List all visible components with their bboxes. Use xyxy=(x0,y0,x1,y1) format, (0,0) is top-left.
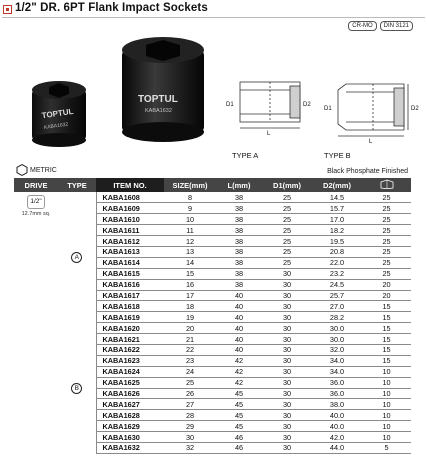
pack-qty-cell: 10 xyxy=(362,366,411,377)
d1-cell: 30 xyxy=(262,312,312,323)
d1-cell: 30 xyxy=(262,334,312,345)
size-cell: 28 xyxy=(164,410,216,421)
d1-cell: 25 xyxy=(262,214,312,225)
d2-cell: 34.0 xyxy=(312,355,362,366)
col-d2: D2(mm) xyxy=(312,178,362,192)
size-cell: 17 xyxy=(164,290,216,301)
pack-qty-cell: 10 xyxy=(362,377,411,388)
table-header-row xyxy=(14,178,411,192)
item-no-cell: KABA1627 xyxy=(96,399,164,410)
large-socket-brand: TOPTUL xyxy=(138,94,178,105)
large-socket-code: KABA1632 xyxy=(145,108,172,114)
d1-cell: 25 xyxy=(262,257,312,268)
drive-size-sub: 12.7mm sq. xyxy=(21,211,51,217)
type-b-cell xyxy=(58,323,96,454)
item-no-cell: KABA1611 xyxy=(96,225,164,236)
pack-qty-cell: 15 xyxy=(362,355,411,366)
d2-cell: 40.0 xyxy=(312,410,362,421)
type-a-marker: A xyxy=(71,252,82,263)
pack-qty-cell: 10 xyxy=(362,410,411,421)
type-b-label: TYPE B xyxy=(324,151,351,160)
label-d2-b: D2 xyxy=(411,106,419,112)
d2-cell: 28.2 xyxy=(312,312,362,323)
size-cell: 23 xyxy=(164,355,216,366)
length-cell: 45 xyxy=(216,410,262,421)
d1-cell: 25 xyxy=(262,192,312,203)
col-d1: D1(mm) xyxy=(262,178,312,192)
table-row xyxy=(14,192,411,203)
item-no-cell: KABA1628 xyxy=(96,410,164,421)
d1-cell: 30 xyxy=(262,355,312,366)
d2-cell: 25.7 xyxy=(312,290,362,301)
package-icon xyxy=(380,179,394,189)
item-no-cell: KABA1624 xyxy=(96,366,164,377)
col-size: SIZE(mm) xyxy=(164,178,216,192)
pack-qty-cell: 5 xyxy=(362,442,411,453)
length-cell: 45 xyxy=(216,388,262,399)
size-cell: 14 xyxy=(164,257,216,268)
size-cell: 30 xyxy=(164,432,216,443)
size-cell: 32 xyxy=(164,442,216,453)
size-cell: 19 xyxy=(164,312,216,323)
length-cell: 42 xyxy=(216,366,262,377)
size-cell: 25 xyxy=(164,377,216,388)
size-cell: 15 xyxy=(164,268,216,279)
d2-cell: 19.5 xyxy=(312,236,362,247)
length-cell: 40 xyxy=(216,301,262,312)
col-type: TYPE xyxy=(58,178,96,192)
length-cell: 38 xyxy=(216,279,262,290)
label-d1-b: D1 xyxy=(324,106,332,112)
badge-din: DIN 3121 xyxy=(380,21,413,31)
label-l-a: L xyxy=(267,131,271,137)
length-cell: 40 xyxy=(216,334,262,345)
d1-cell: 30 xyxy=(262,268,312,279)
size-cell: 11 xyxy=(164,225,216,236)
drive-size-badge: 1/2" xyxy=(27,195,45,209)
length-cell: 38 xyxy=(216,257,262,268)
d2-cell: 32.0 xyxy=(312,344,362,355)
d1-cell: 30 xyxy=(262,388,312,399)
d2-cell: 14.5 xyxy=(312,192,362,203)
d2-cell: 36.0 xyxy=(312,377,362,388)
pack-qty-cell: 10 xyxy=(362,432,411,443)
item-no-cell: KABA1610 xyxy=(96,214,164,225)
item-no-cell: KABA1615 xyxy=(96,268,164,279)
pack-qty-cell: 25 xyxy=(362,257,411,268)
size-cell: 21 xyxy=(164,334,216,345)
pack-qty-cell: 25 xyxy=(362,236,411,247)
label-d2-a: D2 xyxy=(303,102,311,108)
item-no-cell: KABA1629 xyxy=(96,421,164,432)
d1-cell: 30 xyxy=(262,421,312,432)
type-a-label: TYPE A xyxy=(232,151,259,160)
d1-cell: 25 xyxy=(262,225,312,236)
length-cell: 38 xyxy=(216,236,262,247)
length-cell: 40 xyxy=(216,312,262,323)
d1-cell: 25 xyxy=(262,203,312,214)
length-cell: 38 xyxy=(216,268,262,279)
label-l-b: L xyxy=(369,139,373,145)
item-no-cell: KABA1630 xyxy=(96,432,164,443)
d2-cell: 40.0 xyxy=(312,421,362,432)
d2-cell: 15.7 xyxy=(312,203,362,214)
length-cell: 46 xyxy=(216,442,262,453)
bullet-square-icon xyxy=(3,5,12,14)
length-cell: 40 xyxy=(216,323,262,334)
size-cell: 24 xyxy=(164,366,216,377)
item-no-cell: KABA1625 xyxy=(96,377,164,388)
pack-qty-cell: 25 xyxy=(362,214,411,225)
col-length: L(mm) xyxy=(216,178,262,192)
item-no-cell: KABA1617 xyxy=(96,290,164,301)
d2-cell: 38.0 xyxy=(312,399,362,410)
d2-cell: 34.0 xyxy=(312,366,362,377)
item-no-cell: KABA1619 xyxy=(96,312,164,323)
size-cell: 27 xyxy=(164,399,216,410)
d2-cell: 20.8 xyxy=(312,246,362,257)
d1-cell: 30 xyxy=(262,442,312,453)
d1-cell: 30 xyxy=(262,344,312,355)
header-divider xyxy=(2,17,425,18)
pack-qty-cell: 15 xyxy=(362,301,411,312)
badge-crmo: CR-MO xyxy=(348,21,376,31)
d1-cell: 25 xyxy=(262,246,312,257)
spec-badges xyxy=(348,21,413,31)
pack-qty-cell: 10 xyxy=(362,388,411,399)
item-no-cell: KABA1623 xyxy=(96,355,164,366)
d1-cell: 30 xyxy=(262,301,312,312)
length-cell: 45 xyxy=(216,399,262,410)
table-row xyxy=(14,323,411,334)
item-no-cell: KABA1614 xyxy=(96,257,164,268)
d1-cell: 30 xyxy=(262,279,312,290)
pack-qty-cell: 15 xyxy=(362,312,411,323)
technical-drawing xyxy=(218,72,423,162)
drive-cell xyxy=(14,192,58,453)
col-item-no: ITEM NO. xyxy=(96,178,164,192)
length-cell: 38 xyxy=(216,214,262,225)
d1-cell: 25 xyxy=(262,236,312,247)
hexagon-icon xyxy=(16,164,28,176)
length-cell: 40 xyxy=(216,344,262,355)
small-socket-brand: TOPTUL xyxy=(41,106,74,121)
pack-qty-cell: 15 xyxy=(362,323,411,334)
d1-cell: 30 xyxy=(262,366,312,377)
size-cell: 22 xyxy=(164,344,216,355)
d1-cell: 30 xyxy=(262,377,312,388)
length-cell: 45 xyxy=(216,421,262,432)
size-cell: 12 xyxy=(164,236,216,247)
item-no-cell: KABA1632 xyxy=(96,442,164,453)
d2-cell: 44.0 xyxy=(312,442,362,453)
length-cell: 38 xyxy=(216,203,262,214)
pack-qty-cell: 25 xyxy=(362,268,411,279)
col-pack-qty xyxy=(362,178,411,192)
item-no-cell: KABA1609 xyxy=(96,203,164,214)
length-cell: 42 xyxy=(216,355,262,366)
col-drive: DRIVE xyxy=(14,178,58,192)
metric-bar xyxy=(16,164,412,176)
d2-cell: 30.0 xyxy=(312,334,362,345)
label-d1-a: D1 xyxy=(226,102,234,108)
large-socket xyxy=(122,37,204,142)
item-no-cell: KABA1613 xyxy=(96,246,164,257)
small-socket-code: KABA1632 xyxy=(43,121,69,131)
page-title: 1/2" DR. 6PT Flank Impact Sockets xyxy=(15,2,208,14)
pack-qty-cell: 25 xyxy=(362,225,411,236)
d2-cell: 22.0 xyxy=(312,257,362,268)
item-no-cell: KABA1616 xyxy=(96,279,164,290)
item-no-cell: KABA1608 xyxy=(96,192,164,203)
type-a-cell xyxy=(58,192,96,323)
item-no-cell: KABA1620 xyxy=(96,323,164,334)
d1-cell: 30 xyxy=(262,399,312,410)
item-no-cell: KABA1618 xyxy=(96,301,164,312)
pack-qty-cell: 25 xyxy=(362,246,411,257)
length-cell: 42 xyxy=(216,377,262,388)
d2-cell: 30.0 xyxy=(312,323,362,334)
size-cell: 8 xyxy=(164,192,216,203)
pack-qty-cell: 20 xyxy=(362,279,411,290)
pack-qty-cell: 25 xyxy=(362,203,411,214)
size-cell: 18 xyxy=(164,301,216,312)
pack-qty-cell: 15 xyxy=(362,344,411,355)
d2-cell: 23.2 xyxy=(312,268,362,279)
pack-qty-cell: 15 xyxy=(362,334,411,345)
d1-cell: 30 xyxy=(262,410,312,421)
type-b-marker: B xyxy=(71,383,82,394)
size-cell: 13 xyxy=(164,246,216,257)
length-cell: 46 xyxy=(216,432,262,443)
metric-label: METRIC xyxy=(30,167,57,174)
size-cell: 16 xyxy=(164,279,216,290)
d1-cell: 30 xyxy=(262,290,312,301)
d2-cell: 36.0 xyxy=(312,388,362,399)
d2-cell: 17.0 xyxy=(312,214,362,225)
page-header xyxy=(2,2,425,18)
item-no-cell: KABA1626 xyxy=(96,388,164,399)
length-cell: 38 xyxy=(216,192,262,203)
item-no-cell: KABA1612 xyxy=(96,236,164,247)
pack-qty-cell: 10 xyxy=(362,421,411,432)
spec-table xyxy=(14,178,411,454)
d1-cell: 30 xyxy=(262,432,312,443)
length-cell: 38 xyxy=(216,246,262,257)
finish-label: Black Phosphate Finished xyxy=(327,168,408,175)
small-socket xyxy=(32,81,86,147)
item-no-cell: KABA1622 xyxy=(96,344,164,355)
length-cell: 40 xyxy=(216,290,262,301)
d2-cell: 24.5 xyxy=(312,279,362,290)
d2-cell: 18.2 xyxy=(312,225,362,236)
length-cell: 38 xyxy=(216,225,262,236)
size-cell: 20 xyxy=(164,323,216,334)
size-cell: 9 xyxy=(164,203,216,214)
item-no-cell: KABA1621 xyxy=(96,334,164,345)
table-body xyxy=(14,192,411,453)
size-cell: 10 xyxy=(164,214,216,225)
pack-qty-cell: 25 xyxy=(362,192,411,203)
size-cell: 26 xyxy=(164,388,216,399)
d2-cell: 42.0 xyxy=(312,432,362,443)
d1-cell: 30 xyxy=(262,323,312,334)
d2-cell: 27.0 xyxy=(312,301,362,312)
size-cell: 29 xyxy=(164,421,216,432)
pack-qty-cell: 10 xyxy=(362,399,411,410)
product-photo xyxy=(28,32,218,154)
pack-qty-cell: 20 xyxy=(362,290,411,301)
